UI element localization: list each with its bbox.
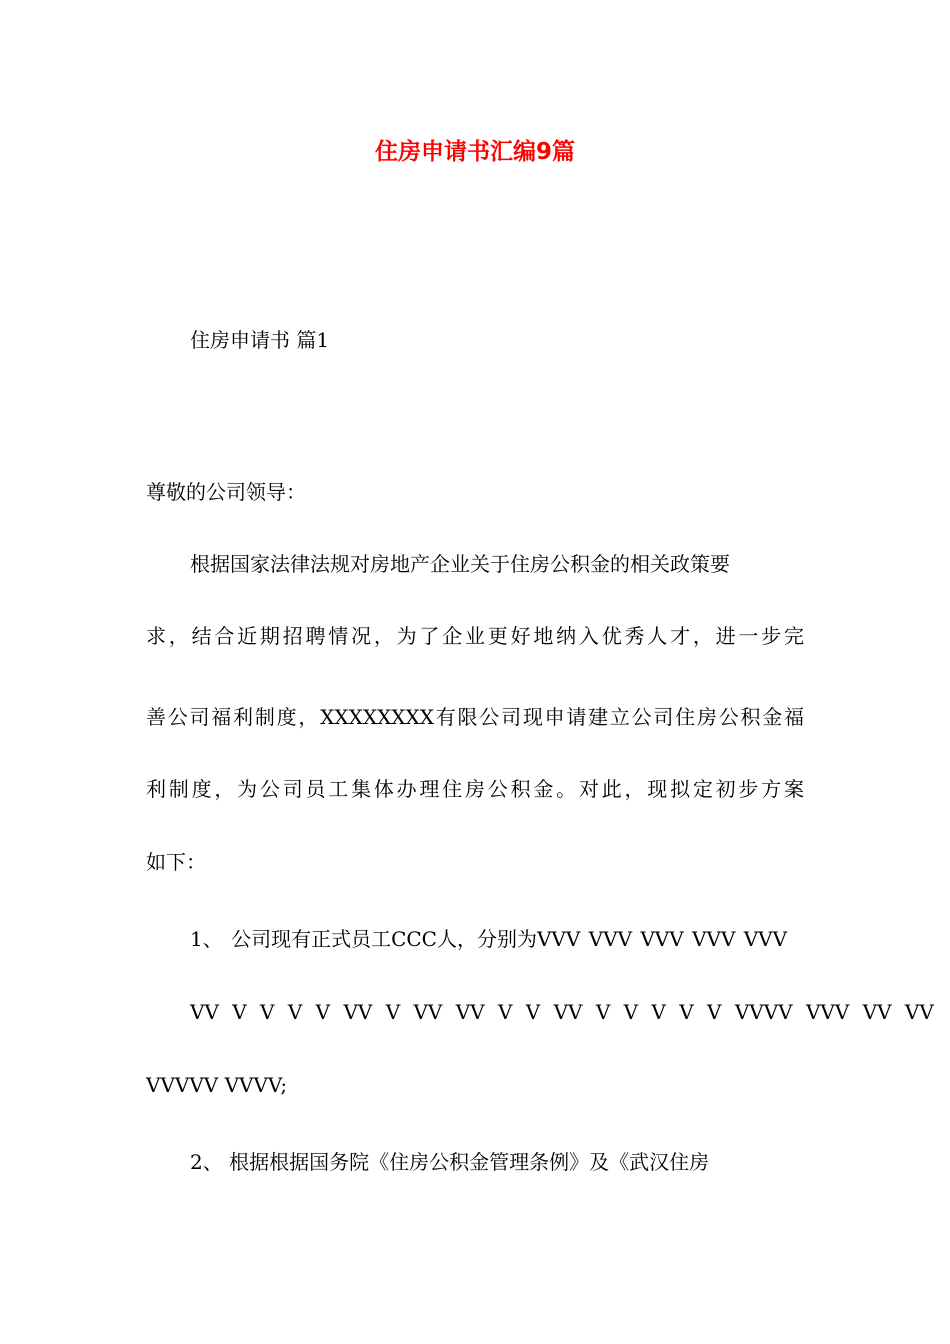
paragraph-line: 如下： [146,850,206,874]
list-item-line: VV V V V V VV V VV VV V V VV V V V V V VVVV VVV VV VV [190,1000,934,1024]
list-item-line: 1、 公司现有正式员工CCC人，分别为VVV VVV VVV VVV VVV [190,927,788,951]
list-item-line: VVVVV VVVV; [146,1073,288,1097]
paragraph-line: 善公司福利制度，XXXXXXXX有限公司现申请建立公司住房公积金福 [146,705,804,729]
document-title: 住房申请书汇编9篇 [374,139,575,165]
paragraph-line: 求，结合近期招聘情况，为了企业更好地纳入优秀人才，进一步完 [146,624,804,648]
paragraph-line: 根据国家法律法规对房地产企业关于住房公积金的相关政策要 [190,552,730,576]
salutation: 尊敬的公司领导： [146,480,306,504]
list-item-line: 2、 根据根据国务院《住房公积金管理条例》及《武汉住房 [190,1150,710,1174]
section-heading: 住房申请书 篇1 [190,328,330,352]
paragraph-line: 利制度，为公司员工集体办理住房公积金。对此，现拟定初步方案 [146,777,804,801]
